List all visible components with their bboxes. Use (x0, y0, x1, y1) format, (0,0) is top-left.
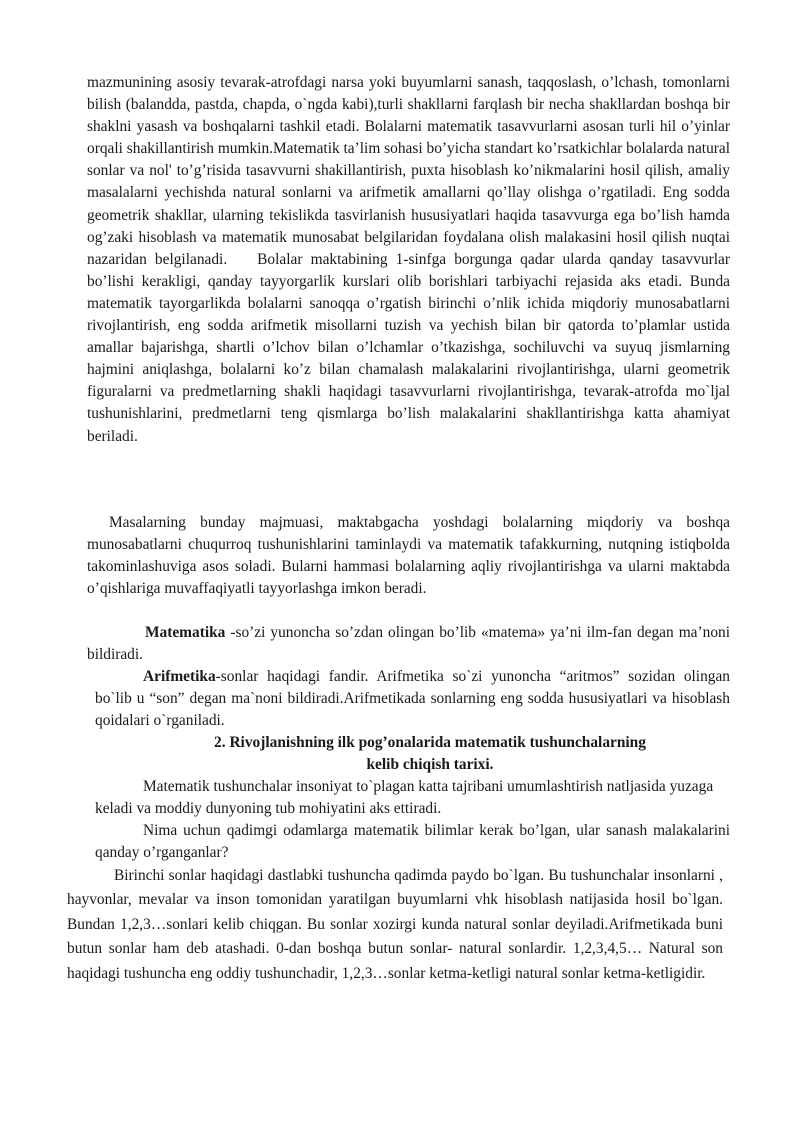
term-matematika: Matematika (145, 624, 226, 641)
paragraph-question: Nima uchun qadimgi odamlarga matematik bilimlar kerak bo’lgan, ular sanash malakalarini qanday o’rganganlar? (95, 822, 730, 862)
section-heading (130, 732, 730, 776)
paragraph-natural-numbers: Birinchi sonlar haqidagi dastlabki tushuncha qadimda paydo bo`lgan. Bu tushunchalar insonlarni , hayvonlar, mevalar va inson tomonidan yaratilgan buyumlarni vhk hisoblash natijasida hosil bo`lgan. Bundan 1,2,3…sonlari kelib chiqgan. Bu sonlar xozirgi kunda natural sonlar deyiladi.Arifmetikada buni butun sonlar ham deb atashadi. 0-dan boshqa butun sonlar- natural sonlardir. 1,2,3,4,5… Natural son haqidagi tushuncha eng oddiy tushunchadir, 1,2,3…sonlar ketma-ketligi natural sonlar ketma-ketligidir. (67, 867, 723, 982)
paragraph-definition-matematika (87, 622, 730, 666)
paragraph-math-concepts-origin: Matematik tushunchalar insoniyat to`plagan katta tajribani umumlashtirish natljasida yuzaga keladi va moddiy dunyoning tub mohiyatini aks ettiradi. (95, 778, 714, 818)
paragraph-task-complex: Masalarning bunday majmuasi, maktabgacha yoshdagi bolalarning miqdoriy va boshqa munosabatlarni chuqurroq tushunishlarini taminlaydi va matematik tafakkurning, nutqning istiqbolda takominlashuviga asos soladi. Bularni hammasi bolalarning aqliy rivojlantirishga va ularni maktabda o’qishlariga muvaffaqiyatli tayyorlashga imkon beradi. (87, 514, 730, 598)
paragraph-preschool-math-content (87, 72, 730, 448)
term-arifmetika: Arifmetika (143, 668, 216, 685)
heading-line-2: kelib chiqish tarixi. (366, 756, 494, 774)
definition-text: -sonlar haqidagi fandir. Arifmetika so`zi yunoncha “aritmos” sozidan olingan bo`lib u “son” degan ma`noni bildiradi.Arifmetikada sonlarning eng sodda hususiyatlari va hisoblash qoidalari o`rganiladi. (95, 668, 730, 730)
heading-line-1: 2. Rivojlanishning ilk pog’onalarida matematik tushunchalarning (214, 734, 646, 751)
definition-text: -so’zi yunoncha so’zdan olingan bo’lib «matema» ya’ni ilm-fan degan ma’noni bildiradi. (87, 624, 730, 664)
paragraph-definition-arifmetika (95, 666, 730, 732)
paragraph-text: Bolalar maktabining 1-sinfga borgunga qadar ularda qanday tasavvurlar bo’lishi kerakligi, qanday tayyorgarlik kurslari olib borishlari tarbiyachi rejasida aks etadi. Bunda matematik tayorgarlikda bolalarni sanoqqa o’rgatish birinchi o’nlik ichida miqdoriy munosabatlarni rivojlantirish, eng sodda arifmetik misollarni tuzish va yechish bilan bir qatorda to’plamlar ustida amallar bajarishga, shartli o’lchov bilan o’lchamlar o’tkazishga, sochiluvchi va suyuq jismlarning hajmini aniqlashga, bolalarni ko’z bilan chamalash malakalarini rivojlantirishga, ularni geometrik figuralarni va predmetlarning shakli haqidagi tasavvurlarni rivojlantirishga, tevarak-atrofda mo`ljal tushunishlarini, predmetlarni teng qismlarga bo’lish malakalarini shakllantirishga katta ahamiyat beriladi. (87, 250, 731, 445)
paragraph-text: mazmunining asosiy tevarak-atrofdagi narsa yoki buyumlarni sanash, taqqoslash, o’lchash, tomonlarni bilish (balandda, pastda, chapda, o`ngda kabi),turli shakllarni farqlash bir necha shakllardan boshqa bir shaklni yasash va boshqalarni tashkil etadi. Bolalarni matematik tasavvurlarni asosan turli hil o’yinlar orqali shakillantirish mumkin.Matematik ta’lim sohasi bo’yicha standart ko’rsatkichlar bolalarda natural sonlar va nol' to’g’risida tasavvurni shakillantirish, puxta hisoblash ko’nikmalarini hosil qilish, amaliy masalalarni yechishda natural sonlarni va arifmetik amallarni qo’llay olishga o’rgatiladi. Eng sodda geometrik shakllar, ularning tekislikda tasvirlanish hususiyatlari haqida tasavvurga ega bo’lish hamda og’zaki hisoblash va matematik munosabat belgilaridan foydalana olish malakasini hosil qilish nuqtai nazaridan belgilanadi. (87, 74, 730, 268)
